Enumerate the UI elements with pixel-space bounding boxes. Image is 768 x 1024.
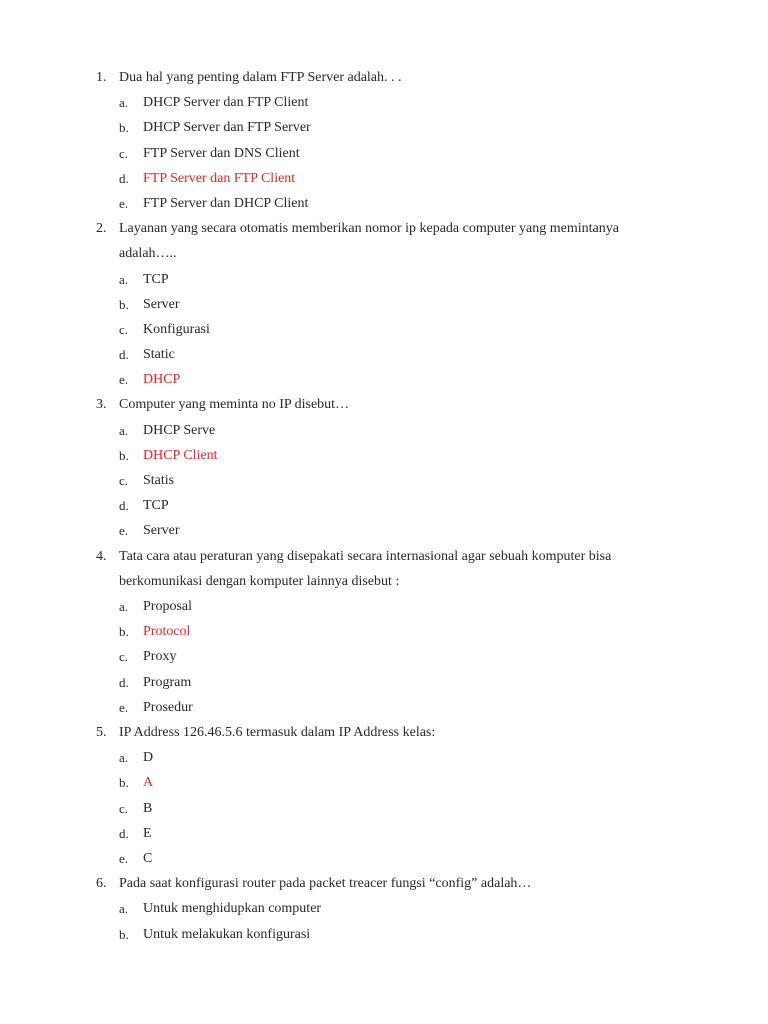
option-text: B — [143, 800, 153, 816]
option-item — [0, 518, 768, 543]
answer-option — [0, 367, 768, 392]
option-text: DHCP Server dan FTP Server — [143, 120, 311, 136]
option-item — [0, 317, 768, 342]
option-text: C — [143, 850, 153, 866]
option-label: a. — [119, 271, 129, 287]
option-list — [0, 594, 768, 720]
option-text: Server — [143, 523, 180, 539]
option-text: TCP — [143, 271, 169, 287]
option-label: b. — [119, 120, 129, 136]
question-block — [0, 216, 768, 392]
question-number: 3. — [96, 397, 107, 413]
option-item — [0, 821, 768, 846]
option-text: TCP — [143, 498, 169, 514]
option-label: a. — [119, 901, 129, 917]
option-list — [0, 267, 768, 393]
option-text: Server — [143, 296, 180, 312]
option-label: c. — [119, 649, 129, 665]
question-number: 2. — [96, 221, 107, 237]
option-item — [0, 922, 768, 947]
option-text: Untuk melakukan konfigurasi — [143, 926, 311, 942]
option-label: e. — [119, 372, 129, 388]
option-text: DHCP Server dan FTP Client — [143, 95, 309, 111]
option-item — [0, 796, 768, 821]
question-text: Layanan yang secara otomatis memberikan nomor ip kepada computer yang memintanya adalah….. — [119, 221, 619, 262]
question-number: 1. — [96, 70, 107, 85]
option-label: e. — [119, 699, 129, 715]
option-item — [0, 90, 768, 115]
option-label: a. — [119, 95, 129, 111]
answer-option — [0, 166, 768, 191]
option-label: c. — [119, 145, 129, 161]
option-item — [0, 670, 768, 695]
option-label: e. — [119, 850, 129, 866]
answer-option — [0, 443, 768, 468]
option-item — [0, 493, 768, 518]
question-text: IP Address 126.46.5.6 termasuk dalam IP Address kelas: — [119, 724, 436, 740]
option-label: d. — [119, 170, 129, 186]
question-text: Computer yang meminta no IP disebut… — [119, 397, 350, 413]
option-label: c. — [119, 473, 129, 489]
option-item — [0, 695, 768, 720]
option-item — [0, 115, 768, 140]
option-text: Prosedur — [143, 699, 193, 715]
question — [0, 544, 679, 594]
option-text: A — [143, 775, 154, 791]
option-label: d. — [119, 347, 129, 363]
option-label: a. — [119, 599, 129, 615]
question-block — [0, 544, 768, 720]
option-label: a. — [119, 750, 129, 766]
option-text: Protocol — [143, 624, 191, 640]
question — [0, 871, 679, 896]
option-label: c. — [119, 321, 129, 337]
option-label: c. — [119, 800, 129, 816]
option-item — [0, 141, 768, 166]
question-block — [0, 720, 768, 871]
option-list — [0, 896, 768, 946]
option-text: DHCP — [143, 372, 181, 388]
option-label: b. — [119, 624, 129, 640]
option-item — [0, 644, 768, 669]
option-label: b. — [119, 447, 129, 463]
option-label: d. — [119, 674, 129, 690]
option-item — [0, 418, 768, 443]
question-text: Tata cara atau peraturan yang disepakati secara internasional agar sebuah komputer bisa berkomunikasi dengan komputer lainnya disebut : — [119, 548, 612, 589]
option-item — [0, 745, 768, 770]
option-text: E — [143, 825, 152, 841]
option-item — [0, 468, 768, 493]
question-number: 6. — [96, 876, 107, 892]
option-label: b. — [119, 775, 129, 791]
question — [0, 720, 679, 745]
question-text: Pada saat konfigurasi router pada packet treacer fungsi “config” adalah… — [119, 876, 532, 892]
option-label: e. — [119, 523, 129, 539]
option-text: Proposal — [143, 599, 192, 615]
question-block — [0, 392, 768, 543]
option-text: Program — [143, 674, 192, 690]
question-block — [0, 65, 768, 216]
option-text: DHCP Serve — [143, 422, 216, 438]
option-text: D — [143, 750, 154, 766]
question-block — [0, 871, 768, 947]
option-text: Proxy — [143, 649, 177, 665]
option-text: FTP Server dan DNS Client — [143, 145, 300, 161]
option-item — [0, 896, 768, 921]
option-text: FTP Server dan DHCP Client — [143, 195, 309, 211]
option-label: b. — [119, 296, 129, 312]
document-page — [0, 65, 768, 947]
option-list — [0, 745, 768, 871]
option-text: Static — [143, 347, 175, 363]
option-item — [0, 267, 768, 292]
option-item — [0, 846, 768, 871]
option-item — [0, 342, 768, 367]
option-text: Statis — [143, 473, 175, 489]
answer-option — [0, 619, 768, 644]
option-label: d. — [119, 498, 129, 514]
option-text: Konfigurasi — [143, 321, 210, 337]
option-list — [0, 90, 768, 216]
question — [0, 65, 679, 90]
option-label: e. — [119, 195, 129, 211]
option-item — [0, 594, 768, 619]
option-text: FTP Server dan FTP Client — [143, 170, 296, 186]
option-item — [0, 292, 768, 317]
option-text: DHCP Client — [143, 447, 218, 463]
option-label: d. — [119, 825, 129, 841]
question-number: 5. — [96, 724, 107, 740]
question — [0, 392, 679, 417]
answer-option — [0, 770, 768, 795]
question-number: 4. — [96, 548, 107, 564]
option-label: a. — [119, 422, 129, 438]
option-item — [0, 191, 768, 216]
question-text: Dua hal yang penting dalam FTP Server adalah. . . — [119, 70, 402, 85]
option-list — [0, 418, 768, 544]
question — [0, 216, 679, 266]
option-text: Untuk menghidupkan computer — [143, 901, 322, 917]
option-label: b. — [119, 926, 129, 942]
